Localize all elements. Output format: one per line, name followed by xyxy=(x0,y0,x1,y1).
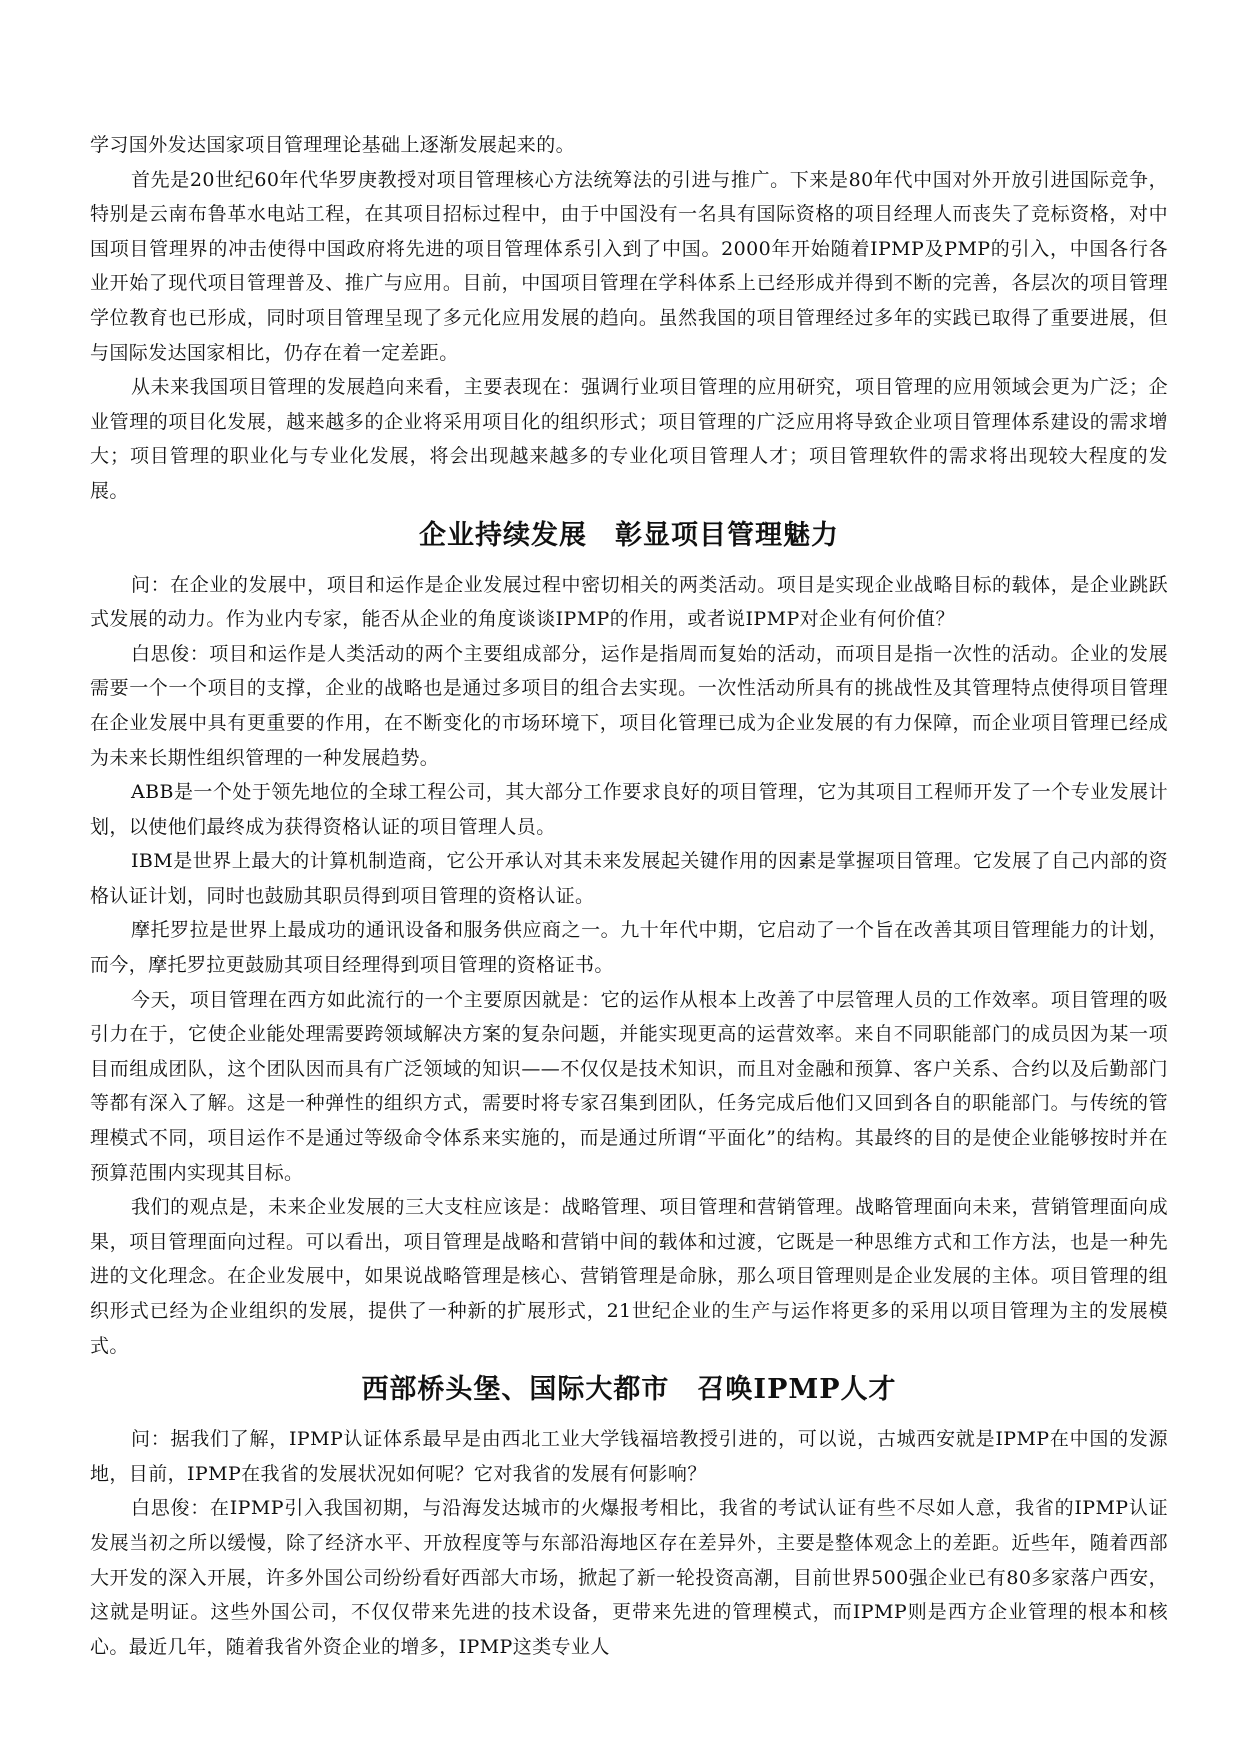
paragraph: ABB是一个处于领先地位的全球工程公司，其大部分工作要求良好的项目管理，它为其项目工程师开发了一个专业发展计划，以使他们最终成为获得资格认证的项目管理人员。 xyxy=(90,781,1168,838)
paragraph: 首先是20世纪60年代华罗庚教授对项目管理核心方法统筹法的引进与推广。下来是80年代中国对外开放引进国际竞争，特别是云南布鲁革水电站工程，在其项目招标过程中，由于中国没有一名具有国际资格的项目经理人而丧失了竞标资格，对中国项目管理界的冲击使得中国政府将先进的项目管理体系引入到了中国。2000年开始随着IPMP及PMP的引入，中国各行各业开始了现代项目管理普及、推广与应用。目前，中国项目管理在学科体系上已经形成并得到不断的完善，各层次的项目管理学位教育也已形成，同时项目管理呈现了多元化应用发展的趋向。虽然我国的项目管理经过多年的实践已取得了重要进展，但与国际发达国家相比，仍存在着一定差距。 xyxy=(90,168,1168,364)
paragraph: 摩托罗拉是世界上最成功的通讯设备和服务供应商之一。九十年代中期，它启动了一个旨在改善其项目管理能力的计划，而今，摩托罗拉更鼓励其项目经理得到项目管理的资格证书。 xyxy=(90,919,1168,977)
paragraph: 问：据我们了解，IPMP认证体系最早是由西北工业大学钱福培教授引进的，可以说，古城西安就是IPMP在中国的发源地，目前，IPMP在我省的发展状况如何呢？它对我省的发展有何影响？ xyxy=(90,1428,1168,1485)
paragraph: 学习国外发达国家项目管理理论基础上逐渐发展起来的。 xyxy=(90,134,576,156)
section-heading: 西部桥头堡、国际大都市 召唤IPMP人才 xyxy=(361,1374,897,1406)
paragraph: 我们的观点是，未来企业发展的三大支柱应该是：战略管理、项目管理和营销管理。战略管理面向未来，营销管理面向成果，项目管理面向过程。可以看出，项目管理是战略和营销中间的载体和过渡，它既是一种思维方式和工作方法，也是一种先进的文化理念。在企业发展中，如果说战略管理是核心、营销管理是命脉，那么项目管理则是企业发展的主体。项目管理的组织形式已经为企业组织的发展，提供了一种新的扩展形式，21世纪企业的生产与运作将更多的采用以项目管理为主的发展模式。 xyxy=(90,1196,1168,1357)
paragraph: 白思俊：在IPMP引入我国初期，与沿海发达城市的火爆报考相比，我省的考试认证有些不尽如人意，我省的IPMP认证发展当初之所以缓慢，除了经济水平、开放程度等与东部沿海地区存在差异外，主要是整体观念上的差距。近些年，随着西部大开发的深入开展，许多外国公司纷纷看好西部大市场，掀起了新一轮投资高潮，目前世界500强企业已有80多家落户西安，这就是明证。这些外国公司，不仅仅带来先进的技术设备，更带来先进的管理模式，而IPMP则是西方企业管理的根本和核心。最近几年，随着我省外资企业的增多，IPMP这类专业人 xyxy=(90,1497,1168,1658)
paragraph: 今天，项目管理在西方如此流行的一个主要原因就是：它的运作从根本上改善了中层管理人员的工作效率。项目管理的吸引力在于，它使企业能处理需要跨领域解决方案的复杂问题，并能实现更高的运营效率。来自不同职能部门的成员因为某一项目而组成团队，这个团队因而具有广泛领域的知识——不仅仅是技术知识，而且对金融和预算、客户关系、合约以及后勤部门等都有深入了解。这是一种弹性的组织方式，需要时将专家召集到团队，任务完成后他们又回到各自的职能部门。与传统的管理模式不同，项目运作不是通过等级命令体系来实施的，而是通过所谓“平面化”的结构。其最终的目的是使企业能够按时并在预算范围内实现其目标。 xyxy=(90,988,1168,1184)
document-page xyxy=(90,128,1168,1664)
section-heading: 企业持续发展 彰显项目管理魅力 xyxy=(419,519,839,551)
paragraph: IBM是世界上最大的计算机制造商，它公开承认对其未来发展起关键作用的因素是掌握项目管理。它发展了自己内部的资格认证计划，同时也鼓励其职员得到项目管理的资格认证。 xyxy=(90,850,1168,907)
paragraph: 白思俊：项目和运作是人类活动的两个主要组成部分，运作是指周而复始的活动，而项目是指一次性的活动。企业的发展需要一个一个项目的支撑，企业的战略也是通过多项目的组合去实现。一次性活动所具有的挑战性及其管理特点使得项目管理在企业发展中具有更重要的作用，在不断变化的市场环境下，项目化管理已成为企业发展的有力保障，而企业项目管理已经成为未来长期性组织管理的一种发展趋势。 xyxy=(90,642,1168,769)
paragraph: 从未来我国项目管理的发展趋向来看，主要表现在：强调行业项目管理的应用研究，项目管理的应用领域会更为广泛；企业管理的项目化发展，越来越多的企业将采用项目化的组织形式；项目管理的广泛应用将导致企业项目管理体系建设的需求增大；项目管理的职业化与专业化发展，将会出现越来越多的专业化项目管理人才；项目管理软件的需求将出现较大程度的发展。 xyxy=(90,376,1168,502)
paragraph: 问：在企业的发展中，项目和运作是企业发展过程中密切相关的两类活动。项目是实现企业战略目标的载体，是企业跳跃式发展的动力。作为业内专家，能否从企业的角度谈谈IPMP的作用，或者说IPMP对企业有何价值？ xyxy=(90,573,1168,631)
